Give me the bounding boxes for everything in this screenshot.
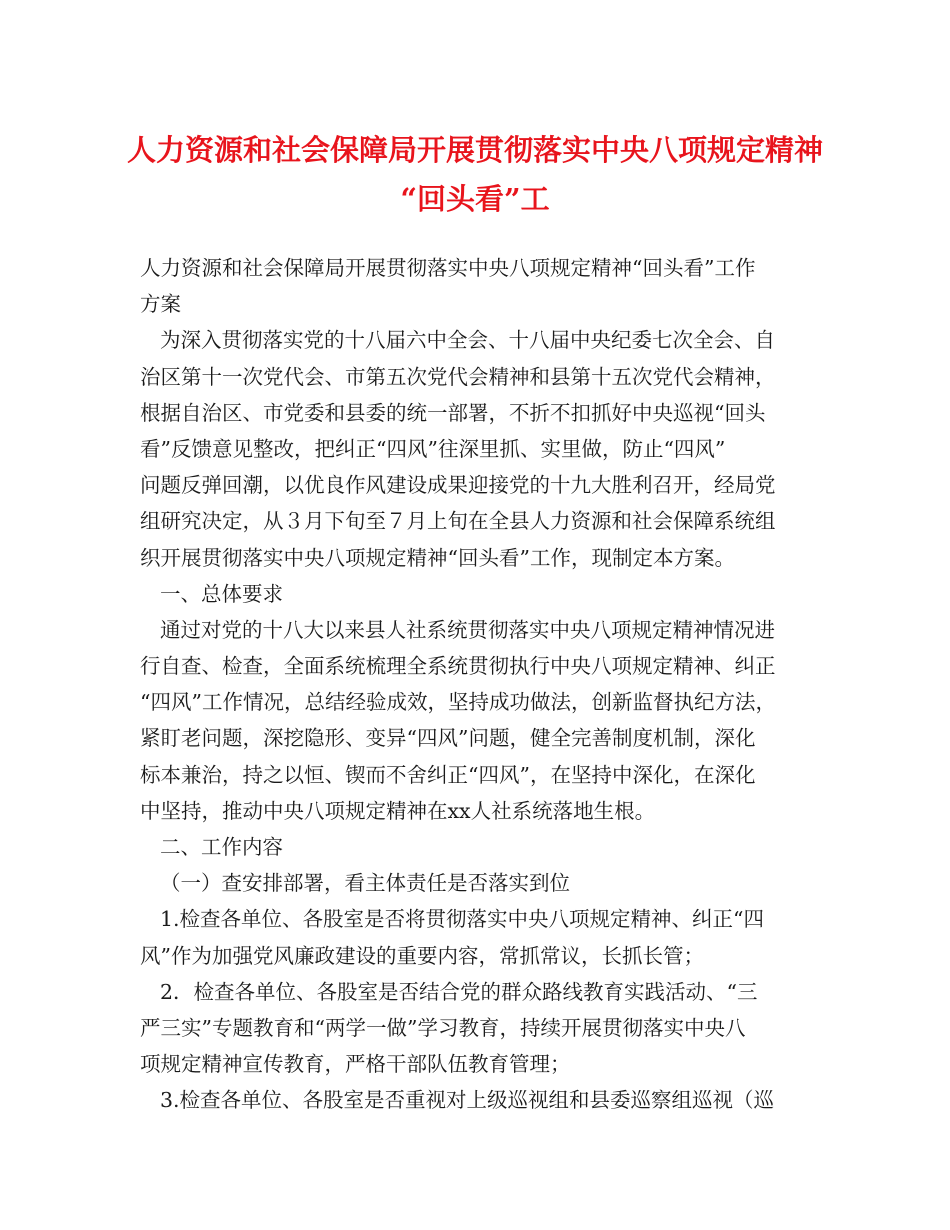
body-line: 严三实”专题教育和“两学一做”学习教育，持续开展贯彻落实中央八	[140, 1015, 746, 1040]
body-line: 根据自治区、市党委和县委的统一部署，不折不扣抓好中央巡视“回头	[140, 400, 766, 425]
body-line: 织开展贯彻落实中央八项规定精神“回头看”工作，现制定本方案。	[140, 545, 735, 570]
document-title-line-2: “回头看”工	[400, 182, 550, 216]
body-line: 风”作为加强党风廉政建设的重要内容，常抓常议，长抓长管；	[140, 943, 704, 968]
body-line: 2．检查各单位、各股室是否结合党的群众路线教育实践活动、“三	[160, 979, 758, 1004]
body-line: 人力资源和社会保障局开展贯彻落实中央八项规定精神“回头看”工作	[140, 256, 756, 280]
document-title-line-1: 人力资源和社会保障局开展贯彻落实中央八项规定精神	[126, 133, 823, 167]
body-line: 方案	[140, 292, 181, 317]
body-line: 通过对党的十八大以来县人社系统贯彻落实中央八项规定精神情况进	[160, 617, 775, 642]
body-line: 组研究决定，从３月下旬至７月上旬在全县人力资源和社会保障系统组	[140, 509, 776, 534]
body-line: 3.检查各单位、各股室是否重视对上级巡视组和县委巡察组巡视（巡	[160, 1088, 775, 1113]
body-line: 标本兼治，持之以恒、锲而不舍纠正“四风”，在坚持中深化，在深化	[140, 762, 756, 787]
section-heading: 一、总体要求	[160, 581, 283, 606]
document-body	[140, 250, 820, 1119]
body-line: 项规定精神宣传教育，严格干部队伍教育管理；	[140, 1052, 571, 1077]
body-line: 为深入贯彻落实党的十八届六中全会、十八届中央纪委七次全会、自	[160, 328, 775, 353]
body-line: 1.检查各单位、各股室是否将贯彻落实中央八项规定精神、纠正“四	[160, 907, 765, 932]
subsection-heading: （一）查安排部署，看主体责任是否落实到位	[160, 871, 570, 896]
body-line: “四风”工作情况，总结经验成效，坚持成功做法，创新监督执纪方法，	[140, 690, 776, 715]
body-line: 中坚持，推动中央八项规定精神在xx人社系统落地生根。	[140, 798, 656, 823]
body-line: 看”反馈意见整改，把纠正“四风”往深里抓、实里做，防止“四风”	[140, 436, 726, 461]
section-heading: 二、工作内容	[160, 835, 283, 859]
body-line: 行自查、检查，全面系统梳理全系统贯彻执行中央八项规定精神、纠正	[140, 654, 776, 679]
body-line: 治区第十一次党代会、市第五次党代会精神和县第十五次党代会精神，	[140, 364, 776, 389]
body-line: 紧盯老问题，深挖隐形、变异“四风”问题，健全完善制度机制，深化	[140, 726, 756, 751]
body-line: 问题反弹回潮，以优良作风建设成果迎接党的十九大胜利召开，经局党	[140, 473, 776, 498]
